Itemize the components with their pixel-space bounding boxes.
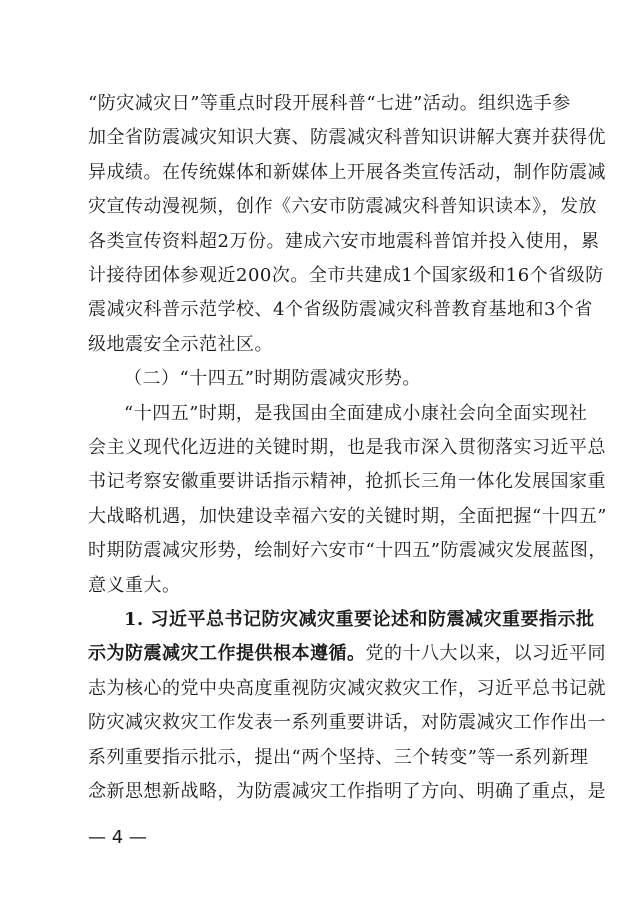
text-line: 念新思想新战略，为防震减灾工作指明了方向、明确了重点，是 [88,781,606,802]
text-line: 灾宣传动漫视频，创作《六安市防震减灾科普知识读本》，发放 [88,196,597,218]
text-line: 时期防震减灾形势，绘制好六安市“十四五”防震减灾发展蓝图， [88,540,607,562]
bold-phrase: 示为防震减灾工作提供根本遵循。 [88,643,366,665]
text-line: 震减灾科普示范学校、4个省级防震减灾科普教育基地和3个省 [88,299,593,321]
text-line: 加全省防震减灾知识大赛、防震减灾科普知识讲解大赛并获得优 [88,127,606,149]
text-line: “防灾减灾日”等重点时段开展科普“七进”活动。组织选手参 [88,93,571,114]
text-line: “十四五”时期，是我国由全面建成小康社会向全面实现社 [124,402,588,424]
text-line: 计接待团体参观近200次。全市共建成1个国家级和16个省级防 [88,265,604,286]
text-phrase: 党的十八大以来，以习近平同 [365,643,606,665]
text-line: 各类宣传资料超2万份。建成六安市地震科普馆并投入使用，累 [88,230,600,252]
text-line: 书记考察安徽重要讲话指示精神，抢抓长三角一体化发展国家重 [88,471,606,493]
text-line: 志为核心的党中央高度重视防灾减灾救灾工作，习近平总书记就 [88,677,606,699]
text-line: 大战略机遇，加快建设幸福六安的关键时期，全面把握“十四五” [88,505,607,527]
text-line: 系列重要指示批示，提出“两个坚持、三个转变”等一系列新理 [88,746,589,768]
text-line: 异成绩。在传统媒体和新媒体上开展各类宣传活动，制作防震减 [88,161,606,183]
text-line: 级地震安全示范社区。 [88,333,273,355]
text-line: 会主义现代化迈进的关键时期，也是我市深入贯彻落实习近平总 [88,437,606,458]
bold-text-line: 1. 习近平总书记防灾减灾重要论述和防震减灾重要指示批 [124,609,595,630]
text-line: 意义重大。 [88,574,181,596]
text-line [88,642,606,666]
text-line: 防灾减灾救灾工作发表一系列重要讲话，对防震减灾工作作出一 [88,712,606,734]
section-heading: （二）“十四五”时期防震减灾形势。 [124,368,421,390]
page-number: — 4 — [88,827,147,848]
